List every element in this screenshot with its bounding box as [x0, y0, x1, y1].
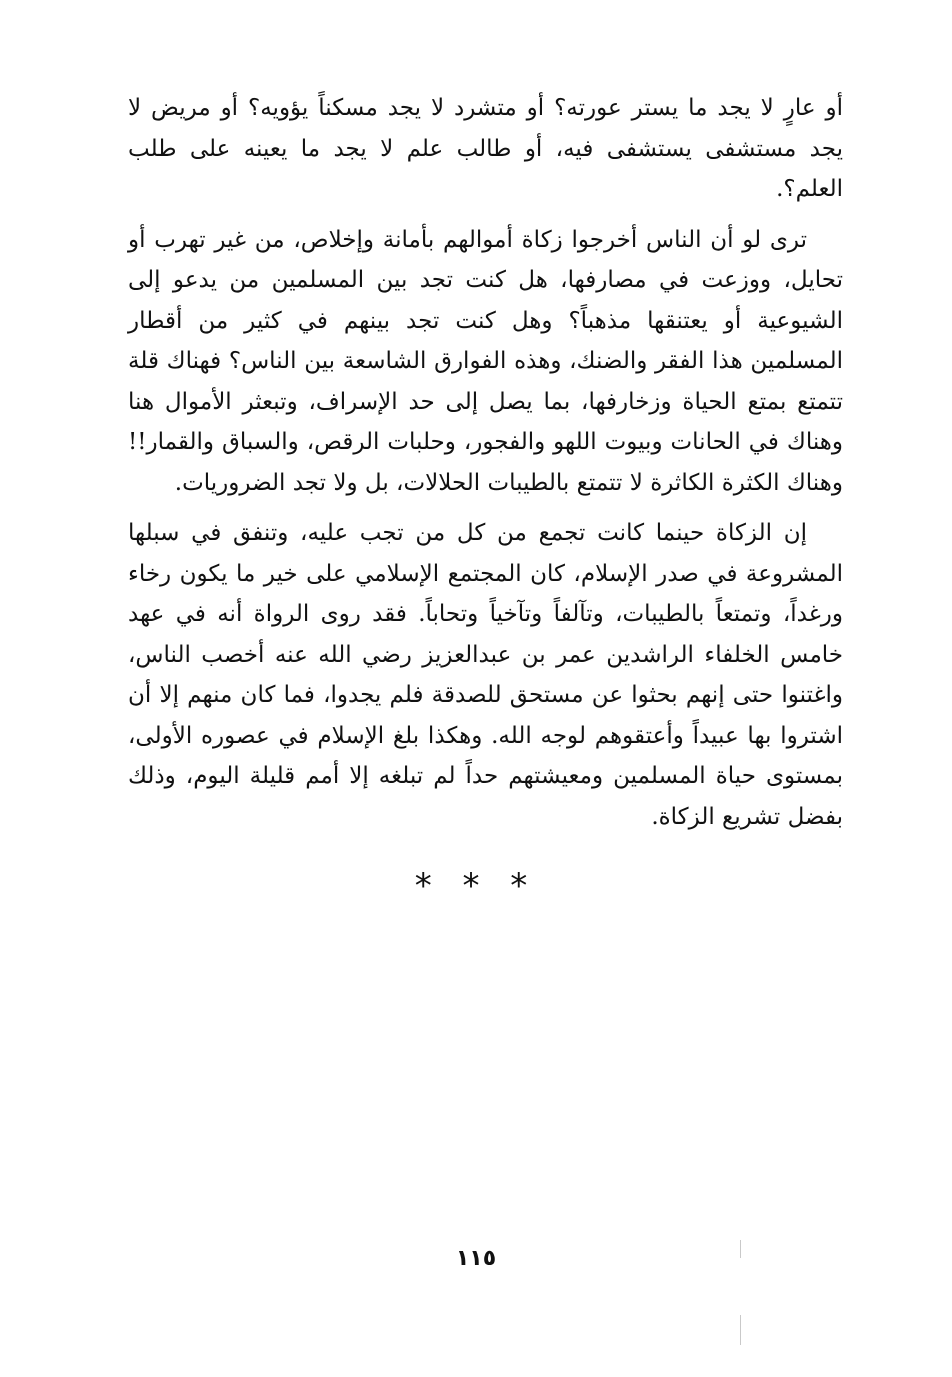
- page-body: [128, 88, 843, 837]
- paragraph-1: أو عارٍ لا يجد ما يستر عورته؟ أو متشرد لا يجد مسكناً يؤويه؟ أو مريض لا يجد مستشفى يستشفى فيه، أو طالب علم لا يجد ما يعينه على طلب العلم؟.: [128, 95, 843, 202]
- section-divider: * * *: [414, 866, 538, 906]
- paragraph-2: ترى لو أن الناس أخرجوا زكاة أموالهم بأمانة وإخلاص، من غير تهرب أو تحايل، ووزعت في مصارفها، هل كنت تجد بين المسلمين من يدعو إلى الشيوعية أو يعتنقها مذهباً؟ وهل كنت تجد بينهم في كثير من أقطار المسلمين هذا الفقر والضنك، وهذه الفوارق الشاسعة بين الناس؟ فهناك قلة تتمتع بمتع الحياة وزخارفها، بما يصل إلى حد الإسراف، وتبعثر الأموال هنا وهناك في الحانات وبيوت اللهو والفجور، وحلبات الرقص، والسباق والقمار!! وهناك الكثرة الكاثرة لا تتمتع بالطيبات الحلالات، بل ولا تجد الضروريات.: [128, 226, 843, 496]
- scan-edge-mark: [740, 1315, 741, 1345]
- scan-edge-mark: [740, 1240, 741, 1258]
- page-number: ١١٥: [455, 1246, 497, 1271]
- paragraph-3: إن الزكاة حينما كانت تجمع من كل من تجب عليه، وتنفق في سبلها المشروعة في صدر الإسلام، كان المجتمع الإسلامي على خير ما يكون رخاء ورغداً، وتمتعاً بالطيبات، وتآلفاً وتآخياً وتحاباً. فقد روى الرواة أنه في عهد خامس الخلفاء الراشدين عمر بن عبدالعزيز رضي الله عنه أخصب الناس، واغتنوا حتى إنهم بحثوا عن مستحق للصدقة فلم يجدوا، فما كان منهم إلا أن اشتروا بها عبيداً وأعتقوهم لوجه الله. وهكذا بلغ الإسلام في عصوره الأولى، بمستوى حياة المسلمين ومعيشتهم حداً لم تبلغه إلا أمم قليلة اليوم، وذلك بفضل تشريع الزكاة.: [128, 520, 843, 830]
